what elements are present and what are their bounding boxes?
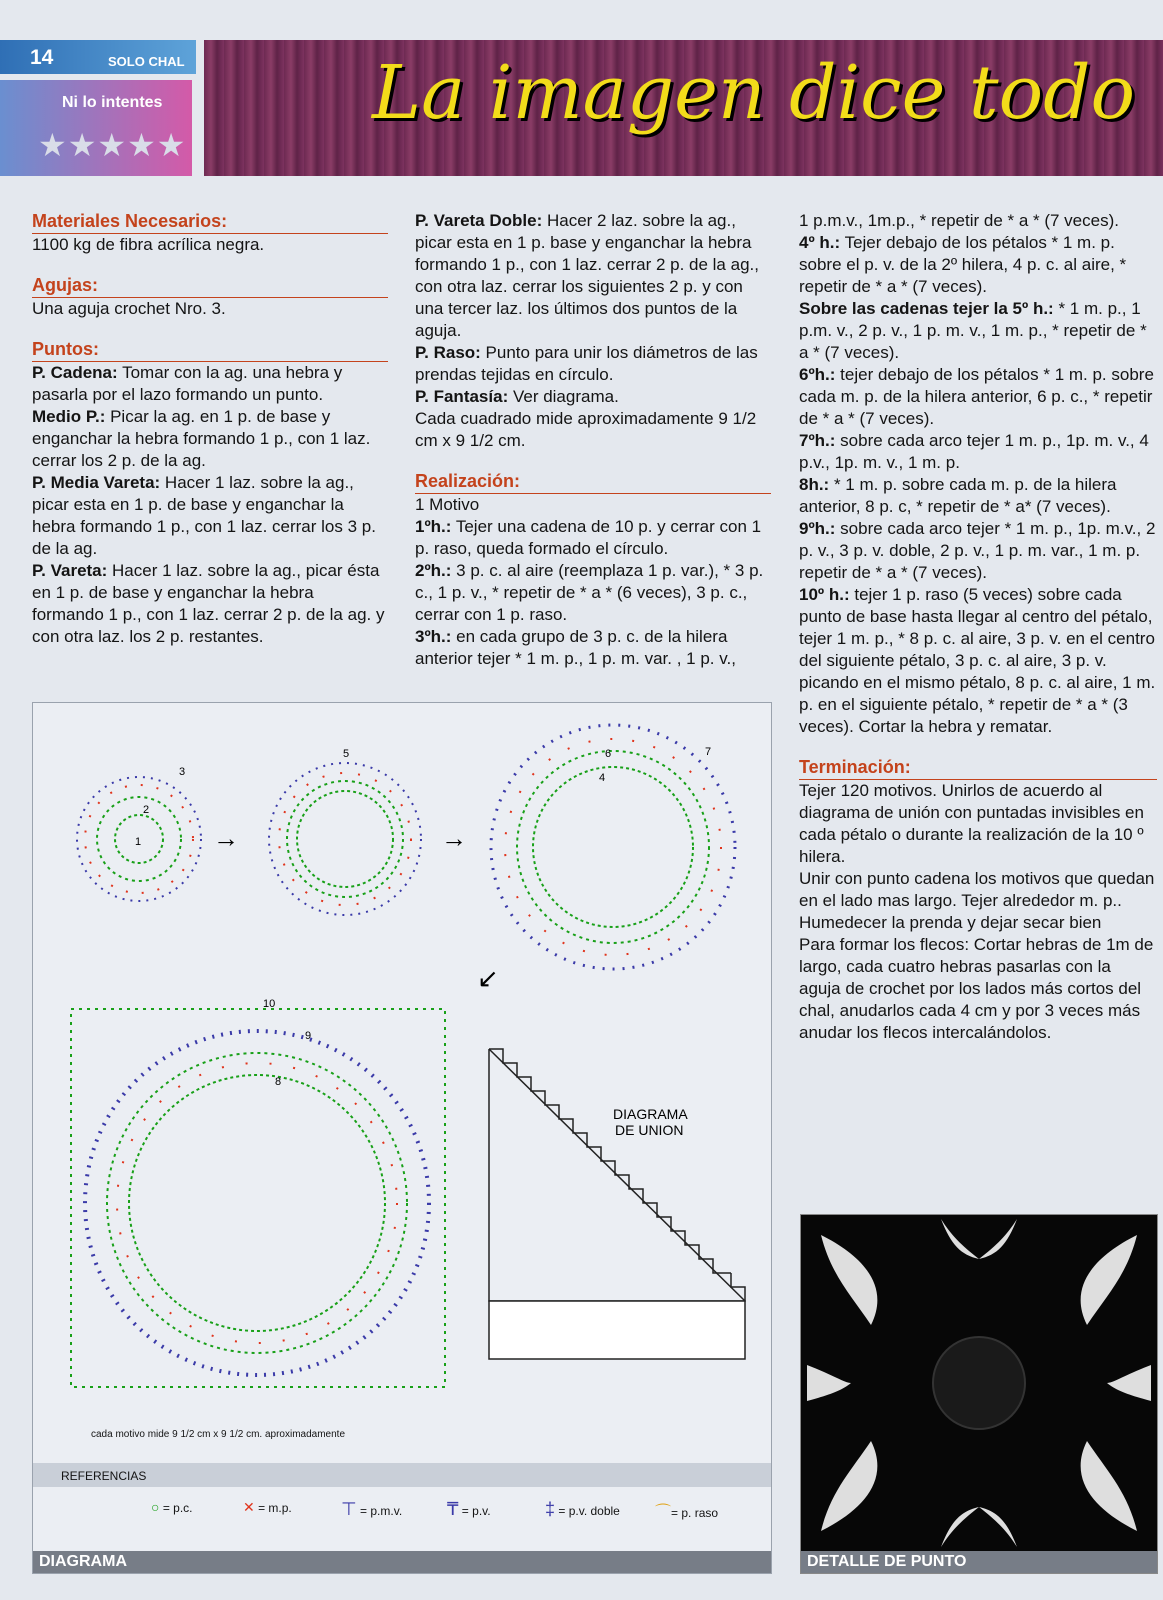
double-icon: ₸: [447, 1499, 459, 1519]
square-size: Cada cuadrado mide aproximadamente 9 1/2 cm x 9 1/2 cm.: [415, 409, 757, 450]
stitch-fantasia: P. Fantasía: Ver diagrama.: [415, 387, 619, 406]
page-number: 14: [30, 46, 54, 69]
label-4: 4: [599, 772, 606, 784]
row-1: 1ºh.: Tejer una cadena de 10 p. y cerrar con 1 p. raso, queda formado el círculo.: [415, 517, 762, 558]
row-3: 3ºh.: en cada grupo de 3 p. c. de la hilera anterior tejer * 1 m. p., 1 p. m. var. , 1 p. v.,: [415, 627, 736, 668]
label-5: 5: [343, 748, 350, 760]
needles-text: Una aguja crochet Nro. 3.: [32, 299, 226, 318]
difficulty-box: [0, 80, 192, 176]
column-2: [415, 210, 771, 670]
legend-half-double: ⊤ = p.m.v.: [341, 1499, 403, 1519]
arrow-right-icon: →: [213, 823, 239, 853]
legend-treble: ‡ = p.v. doble: [545, 1499, 620, 1519]
motif-stage-2: [269, 748, 421, 915]
row-4: 4º h.: Tejer debajo de los pétalos * 1 m. p. sobre el p. v. de la 2º hilera, 4 p. c. al aire, * repetir de * a * (7 veces).: [799, 233, 1127, 296]
row-7: 7ºh.: sobre cada arco tejer 1 m. p., 1p. m. v., 4 p.v., 1p. m. v., 1 m. p.: [799, 431, 1149, 472]
diagram-label: DIAGRAMA: [33, 1551, 771, 1573]
column-3: [799, 210, 1157, 1044]
header-left: [0, 40, 196, 176]
slip-stitch-icon: ⌒: [655, 1504, 672, 1521]
label-8: 8: [275, 1076, 282, 1088]
finishing-text-2: Unir con punto cadena los motivos que quedan en el lado mas largo. Tejer alrededor m. p.. Humedecer la prenda y dejar secar bien: [799, 869, 1155, 932]
references-bar: [33, 1463, 771, 1487]
diagram-panel: [32, 702, 772, 1574]
stitch-cadena: P. Cadena: Tomar con la ag. una hebra y pasarla por el lazo formando un punto.: [32, 363, 343, 404]
row-6: 6ºh.: tejer debajo de los pétalos * 1 m. p. sobre cada m. p. de la hilera anterior, 6 p. c., * repetir de * a * (7 veces).: [799, 365, 1154, 428]
label-7: 7: [705, 746, 712, 758]
label-1: 1: [135, 836, 142, 848]
legend-double: ₸ = p.v.: [447, 1499, 491, 1519]
legend-chain: ○ = p.c.: [151, 1499, 193, 1515]
arrow-right-icon: →: [441, 823, 467, 853]
page-bar: [0, 40, 196, 74]
label-6: 6: [605, 748, 612, 760]
stitch-media-vareta: P. Media Vareta: Hacer 1 laz. sobre la ag., picar esta en 1 p. de base y enganchar la hebra formando 1 p., con 1 laz. cerrar los 3 p. de la ag.: [32, 473, 376, 558]
realization-heading: Realización:: [415, 470, 771, 494]
needles-heading: Agujas:: [32, 274, 388, 298]
page-title: La imagen dice todo: [372, 50, 1136, 136]
union-label-1: DIAGRAMA: [613, 1106, 688, 1122]
stitch-vareta: P. Vareta: Hacer 1 laz. sobre la ag., picar ésta en 1 p. de base y enganchar la hebra formando 1 p., con 1 laz. cerrar 2 p. de la ag. y con otra laz. los 2 p. restantes.: [32, 561, 385, 646]
label-10: 10: [263, 998, 276, 1010]
union-label-2: DE UNION: [615, 1122, 684, 1138]
stitch-detail-photo: [800, 1214, 1158, 1574]
legend-slip: ⌒= p. raso: [655, 1504, 719, 1521]
row-9: 9ºh.: sobre cada arco tejer * 1 m. p., 1p. m.v., 2 p. v., 3 p. v. doble, 2 p. v., 1 p. m. var., 1 m. p. repetir de * a * (7 veces).: [799, 519, 1156, 582]
photo-label: DETALLE DE PUNTO: [801, 1551, 1157, 1573]
cross-icon: ✕: [243, 1499, 255, 1515]
motif-label: 1 Motivo: [415, 495, 480, 514]
legend-single: ✕ = m.p.: [243, 1499, 292, 1515]
star-rating-icon: ★★★★★: [38, 127, 187, 163]
section-name: SOLO CHAL: [108, 54, 185, 69]
materials-heading: Materiales Necesarios:: [32, 210, 388, 234]
treble-icon: ‡: [545, 1499, 556, 1519]
chain-icon: ○: [151, 1499, 160, 1515]
stitch-medio: Medio P.: Picar la ag. en 1 p. de base y enganchar la hebra formando 1 p., con 1 laz. cerrar los 2 p. de la ag.: [32, 407, 371, 470]
stitch-vareta-doble: P. Vareta Doble: Hacer 2 laz. sobre la ag., picar esta en 1 p. base y enganchar la hebra formando 1 p., con 1 laz. cerrar 2 p. de la ag., con otra laz. cerrar los siguientes 2 p. y con una tercer laz. los últimos dos puntos de la aguja.: [415, 211, 759, 340]
union-diagram: [489, 1049, 745, 1359]
row-3-cont: 1 p.m.v., 1m.p., * repetir de * a * (7 veces).: [799, 211, 1119, 230]
label-3: 3: [179, 766, 186, 778]
row-8: 8h.: * 1 m. p. sobre cada m. p. de la hilera anterior, 8 p. c, * repetir de * a* (7 veces).: [799, 475, 1117, 516]
row-5: Sobre las cadenas tejer la 5º h.: * 1 m. p., 1 p.m. v., 2 p. v., 1 p. m. v., 1 m. p., * repetir de * a * (7 veces).: [799, 299, 1147, 362]
crochet-diagram: [33, 703, 771, 1463]
materials-text: 1100 kg de fibra acrílica negra.: [32, 235, 265, 254]
finishing-heading: Terminación:: [799, 756, 1157, 780]
motif-stage-1: [77, 766, 201, 901]
references-title: REFERENCIAS: [61, 1469, 147, 1483]
label-2: 2: [143, 804, 150, 816]
finishing-text-3: Para formar los flecos: Cortar hebras de 1m de largo, cada cuatro hebras pasarlas con la aguja de crochet por los lados más cortos del chal, anudarlos cada 4 cm y por 3 veces más anudar los flecos intercalándolos.: [799, 935, 1154, 1042]
motif-square: [71, 998, 445, 1387]
arrow-down-left-icon: ↙: [477, 963, 499, 993]
title-banner: [204, 40, 1163, 176]
stitch-raso: P. Raso: Punto para unir los diámetros de las prendas tejidas en círculo.: [415, 343, 758, 384]
half-double-icon: ⊤: [341, 1499, 357, 1519]
finishing-text-1: Tejer 120 motivos. Unirlos de acuerdo al diagrama de unión con puntadas invisibles en cada pétalo o durante la realización de la 10 º hilera.: [799, 781, 1144, 866]
motif-size-note: cada motivo mide 9 1/2 cm x 9 1/2 cm. aproximadamente: [91, 1429, 346, 1440]
stitches-heading: Puntos:: [32, 338, 388, 362]
column-1: [32, 210, 388, 648]
row-2: 2ºh.: 3 p. c. al aire (reemplaza 1 p. var.), * 3 p. c., 1 p. v., * repetir de * a * (6 veces), 3 p. c., cerrar con 1 p. raso.: [415, 561, 764, 624]
difficulty-label: Ni lo intentes: [62, 94, 163, 111]
stitch-photo-image: [801, 1215, 1157, 1551]
motif-stage-3: [491, 725, 735, 969]
row-10: 10º h.: tejer 1 p. raso (5 veces) sobre cada punto de base hasta llegar al centro del pétalo, tejer 1 m. p., * 8 p. c. al aire, 3 p. v. en el centro del siguiente pétalo, 3 p. c. al aire, 3 p. v. picando en el mismo pétalo, 8 p. c. al aire, 1 m. p. en el siguiente pétalo, * repetir de * a * (3 veces). Cortar la hebra y rematar.: [799, 585, 1156, 736]
label-9: 9: [305, 1030, 312, 1042]
